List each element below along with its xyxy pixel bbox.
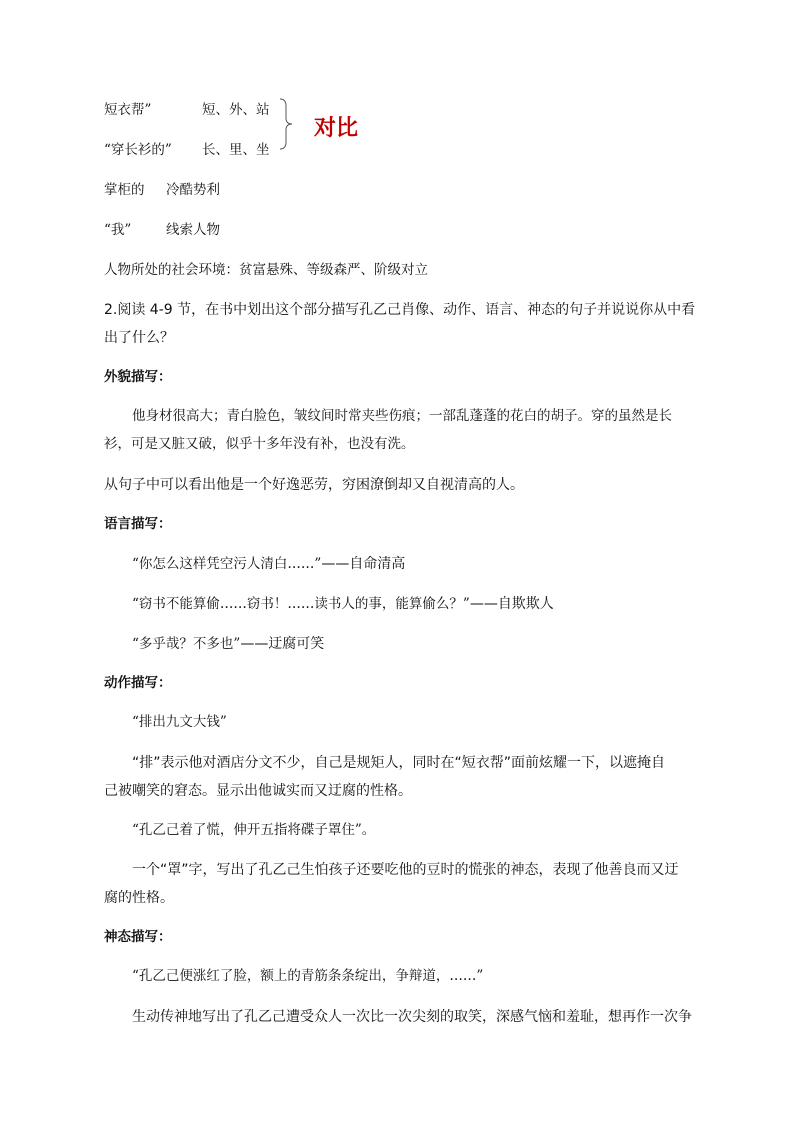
action-quote-1: “排出九文大钱” [132,714,227,730]
action-analysis-2-line-1: 一个“罩”字，写出了孔乙己生怕孩子还要吃他的豆时的慌张的神态，表现了他善良而又迂 [132,862,679,878]
appearance-quote-line-1: 他身材很高大；青白脸色，皱纹间时常夹些伤痕；一部乱蓬蓬的花白的胡子。穿的虽然是长 [132,408,672,424]
appearance-heading: 外貌描写： [104,369,172,385]
long-gown-label: “穿长衫的” [104,142,172,158]
language-quote-2: “窃书不能算偷……窃书！……读书人的事，能算偷么？”——自欺欺人 [132,596,554,612]
action-analysis-1-line-1: “排”表示他对酒店分文不少，自己是规矩人，同时在“短衣帮”面前炫耀一下，以遮掩自 [132,755,666,771]
question-line-1: 2.阅读 4-9 节，在书中划出这个部分描写孔乙己肖像、动作、语言、神态的句子并说说你从中看 [104,302,696,318]
short-coat-label: 短衣帮” [104,102,152,118]
expression-analysis-line-1: 生动传神地写出了孔乙己遭受众人一次比一次尖刻的取笑，深感气恼和羞耻，想再作一次争 [132,1009,692,1025]
shopkeeper-trait: 冷酷势利 [166,182,220,198]
action-analysis-2-line-2: 腐的性格。 [104,890,174,906]
contrast-label: 对比 [314,116,359,141]
right-brace-icon [278,98,298,150]
action-heading: 动作描写： [104,675,172,691]
expression-heading: 神态描写： [104,929,172,945]
action-analysis-1-line-2: 己被嘲笑的窘态。显示出他诚实而又迂腐的性格。 [104,783,412,799]
question-line-2: 出了什么？ [104,330,174,346]
narrator-label: “我” [104,222,132,238]
long-gown-traits: 长、里、坐 [202,142,270,158]
appearance-analysis: 从句子中可以看出他是一个好逸恶劳，穷困潦倒却又自视清高的人。 [104,477,524,493]
narrator-trait: 线索人物 [166,222,220,238]
action-quote-2: “孔乙己着了慌，伸开五指将碟子罩住”。 [132,822,376,838]
short-coat-traits: 短、外、站 [202,102,270,118]
language-quote-3: “多乎哉？不多也”——迂腐可笑 [132,636,325,652]
social-environment: 人物所处的社会环境：贫富悬殊、等级森严、阶级对立 [104,262,428,278]
expression-quote: “孔乙己便涨红了脸，额上的青筋条条绽出，争辩道，……” [132,968,484,984]
language-heading: 语言描写： [104,516,172,532]
language-quote-1: “你怎么这样凭空污人清白……”——自命清高 [132,556,406,572]
shopkeeper-label: 掌柜的 [104,182,145,198]
appearance-quote-line-2: 衫，可是又脏又破，似乎十多年没有补，也没有洗。 [104,436,415,452]
